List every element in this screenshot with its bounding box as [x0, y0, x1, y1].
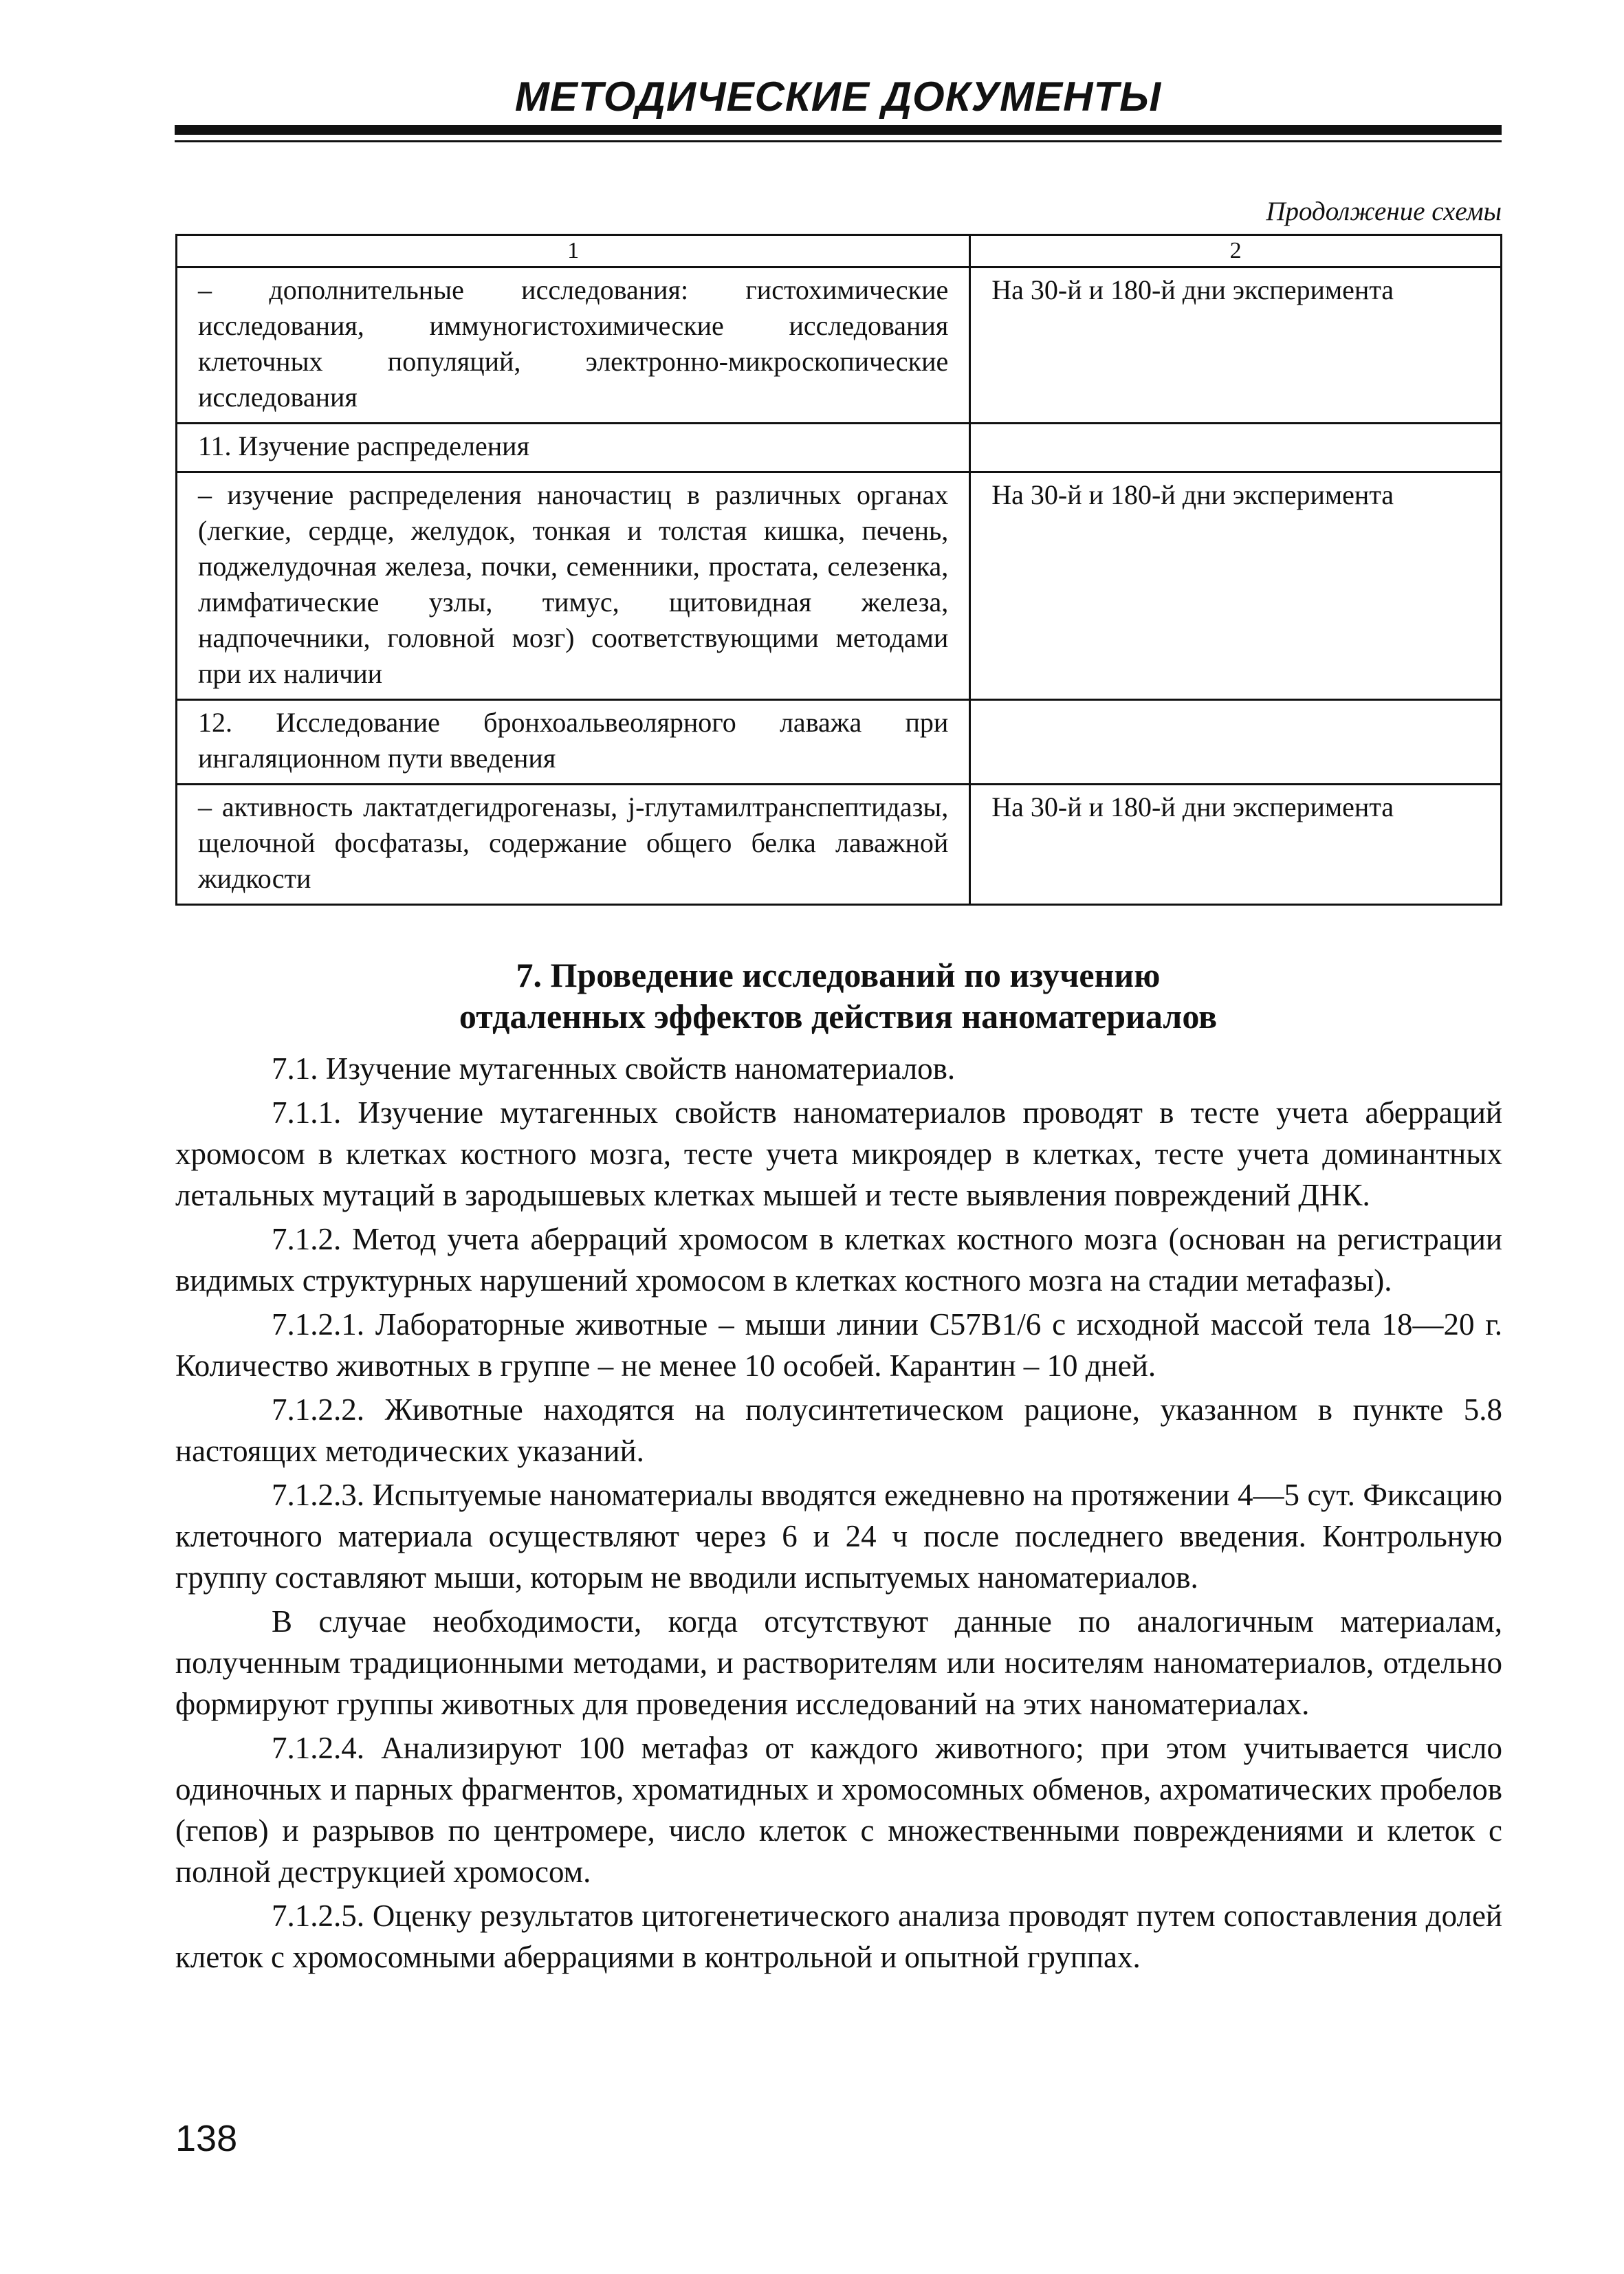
- table-caption: Продолжение схемы: [1266, 197, 1502, 226]
- table-cell: [177, 785, 970, 905]
- header-rule-thin: [175, 140, 1502, 142]
- table-row: [177, 267, 1502, 424]
- table-row: [177, 700, 1502, 785]
- table-row: [177, 424, 1502, 472]
- running-head: МЕТОДИЧЕСКИЕ ДОКУМЕНТЫ: [514, 74, 1162, 120]
- section-title-line: отдаленных эффектов действия наноматериалов: [459, 997, 1218, 1036]
- page-number: 138: [175, 2118, 238, 2159]
- cell-text: – изучение распределения наночастиц в различных органах (легкие, сердце, желудок, тонкая и толстая кишка, печень, поджелудочная железа, почки, семенники, простата, селезенка, лимфатические узлы, тимус, щитовидная железа, надпочечники, головной мозг) соответствующими методами при их наличии: [198, 479, 949, 689]
- paragraph: 7.1.1. Изучение мутагенных свойств наноматериалов проводят в тесте учета аберраций хромосом в клетках костного мозга, тесте учета микроядер в клетках, тесте учета доминантных летальных мутаций в зародышевых клетках мышей и тесте выявления повреждений ДНК.: [175, 1095, 1502, 1212]
- cell-text: – активность лактатдегидрогеназы, j-глутамилтранспептидазы, щелочной фосфатазы, содержание общего белка лаважной жидкости: [198, 791, 949, 894]
- cell-text: 11. Изучение распределения: [198, 430, 529, 461]
- paragraph: 7.1.2.2. Животные находятся на полусинтетическом рационе, указанном в пункте 5.8 настоящих методических указаний.: [175, 1392, 1502, 1468]
- cell-text: – дополнительные исследования: гистохимические исследования, иммуногистохимические исследования клеточных популяций, электронно-микроскопические исследования: [198, 274, 949, 413]
- body-text: [175, 1048, 1502, 1980]
- table-cell: [177, 472, 970, 700]
- paragraph: 7.1.2.3. Испытуемые наноматериалы вводятся ежедневно на протяжении 4—5 сут. Фиксацию клеточного материала осуществляют через 6 и 24 ч после последнего введения. Контрольную группу составляют мыши, которым не вводили испытуемых наноматериалов.: [175, 1478, 1502, 1595]
- paragraph: 7.1. Изучение мутагенных свойств наноматериалов.: [272, 1051, 956, 1086]
- table-cell: [177, 424, 970, 472]
- paragraph: 7.1.2.1. Лабораторные животные – мыши линии C57B1/6 с исходной массой тела 18—20 г. Количество животных в группе – не менее 10 особей. Карантин – 10 дней.: [175, 1307, 1502, 1383]
- section-title: [175, 954, 1502, 1037]
- table-cell: [970, 424, 1502, 472]
- table-cell: [970, 472, 1502, 700]
- section-title-line: 7. Проведение исследований по изучению: [516, 956, 1161, 994]
- table-cell: [970, 785, 1502, 905]
- table-cell: [970, 267, 1502, 424]
- table-header-row: [177, 235, 1502, 267]
- cell-text: На 30-й и 180-й дни эксперимента: [991, 274, 1394, 305]
- table-cell: [970, 700, 1502, 785]
- header-rule-thick: [175, 125, 1502, 135]
- cell-text: На 30-й и 180-й дни эксперимента: [991, 791, 1394, 822]
- table-row: [177, 472, 1502, 700]
- table-cell: [177, 267, 970, 424]
- paragraph: 7.1.2.4. Анализируют 100 метафаз от каждого животного; при этом учитывается число одиночных и парных фрагментов, хроматидных и хромосомных обменов, ахроматических пробелов (гепов) и разрывов по центромере, число клеток с множественными повреждениями и клеток с полной деструкцией хромосом.: [175, 1731, 1502, 1889]
- cell-text: На 30-й и 180-й дни эксперимента: [991, 479, 1394, 510]
- column-header: 2: [970, 235, 1502, 267]
- paragraph: 7.1.2.5. Оценку результатов цитогенетического анализа проводят путем сопоставления долей клеток с хромосомными аберрациями в контрольной и опытной группах.: [175, 1899, 1502, 1974]
- column-header: 1: [177, 235, 970, 267]
- schema-table: [175, 234, 1502, 906]
- paragraph: 7.1.2. Метод учета аберраций хромосом в клетках костного мозга (основан на регистрации видимых структурных нарушений хромосом в клетках костного мозга на стадии метафазы).: [175, 1222, 1502, 1298]
- table-cell: [177, 700, 970, 785]
- cell-text: 12. Исследование бронхоальвеолярного лаважа при ингаляционном пути введения: [198, 707, 949, 774]
- paragraph: В случае необходимости, когда отсутствуют данные по аналогичным материалам, полученным традиционными методами, и растворителям или носителям наноматериалов, отдельно формируют группы животных для проведения исследований на этих наноматериалах.: [175, 1604, 1502, 1721]
- table-row: [177, 785, 1502, 905]
